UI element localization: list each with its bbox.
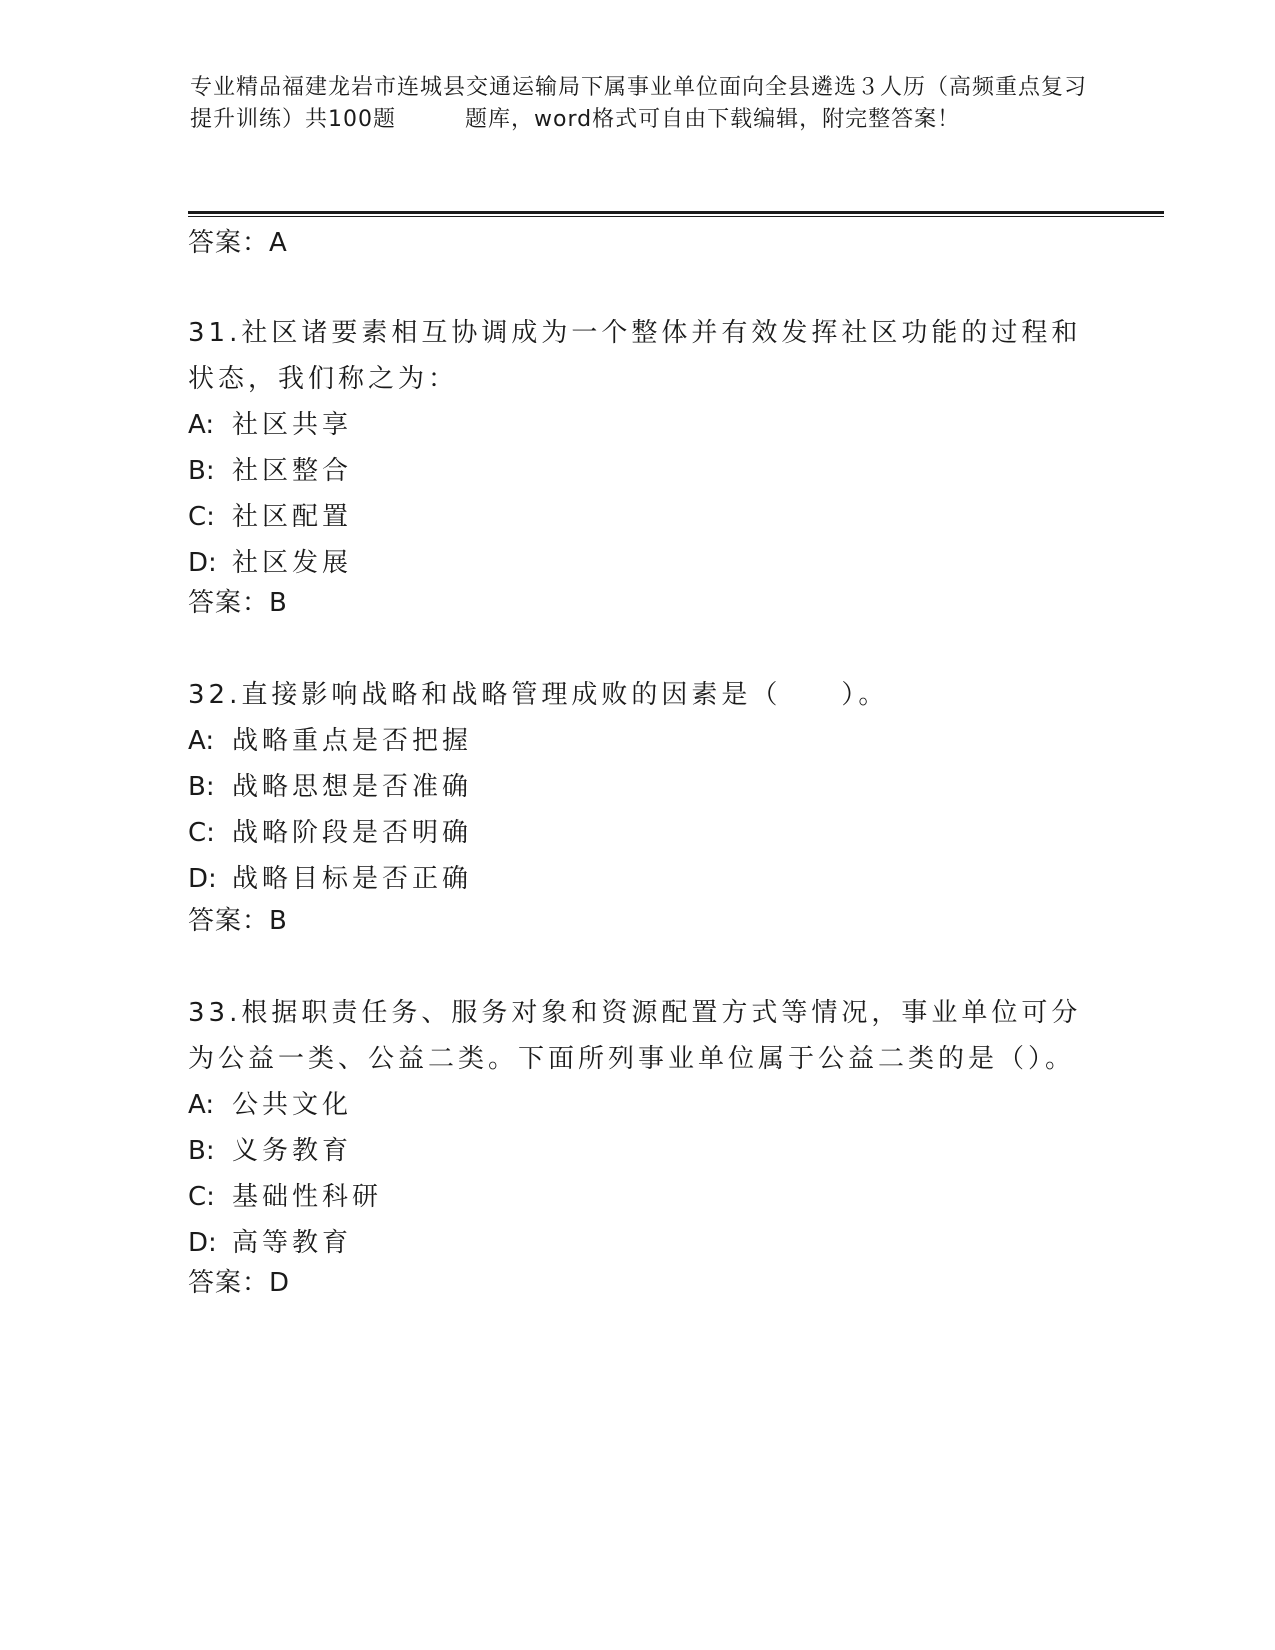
option-c	[188, 810, 1088, 856]
option-text: 社区配置	[232, 502, 353, 532]
header-divider-thin	[188, 216, 1164, 217]
header-divider	[188, 211, 1164, 214]
option-a	[188, 402, 1088, 448]
answer-previous: 答案：A	[188, 228, 288, 258]
option-text: 战略阶段是否明确	[232, 818, 473, 848]
option-text: 社区发展	[232, 548, 353, 578]
option-key: C:	[188, 1182, 215, 1212]
option-text: 社区整合	[232, 456, 353, 486]
option-text: 基础性科研	[232, 1182, 383, 1212]
option-b	[188, 1128, 1088, 1174]
question-stem: 32.直接影响战略和战略管理成败的因素是（ ）。	[188, 680, 889, 710]
option-key: A:	[188, 1090, 215, 1120]
option-a	[188, 1082, 1088, 1128]
question-stem: 31.社区诸要素相互协调成为一个整体并有效发挥社区功能的过程和状态，我们称之为：	[188, 318, 1082, 394]
option-key: B:	[188, 456, 215, 486]
option-a	[188, 718, 1088, 764]
option-text: 高等教育	[232, 1228, 353, 1258]
option-d	[188, 856, 1088, 902]
option-text: 战略重点是否把握	[232, 726, 473, 756]
answer-33: 答案：D	[188, 1268, 291, 1298]
question-32	[188, 672, 1088, 902]
option-key: D:	[188, 1228, 217, 1258]
option-d	[188, 1220, 1088, 1266]
document-header: 专业精品福建龙岩市连城县交通运输局下属事业单位面向全县遴选３人历（高频重点复习提升训练）共100题 题库，word格式可自由下载编辑，附完整答案！	[190, 75, 1088, 132]
option-key: B:	[188, 772, 215, 802]
answer-32: 答案：B	[188, 906, 288, 936]
question-33	[188, 990, 1088, 1266]
option-d	[188, 540, 1088, 586]
option-text: 公共文化	[232, 1090, 353, 1120]
option-key: D:	[188, 548, 217, 578]
option-text: 战略目标是否正确	[232, 864, 473, 894]
question-31	[188, 310, 1088, 586]
option-text: 战略思想是否准确	[232, 772, 473, 802]
option-key: C:	[188, 818, 215, 848]
option-b	[188, 448, 1088, 494]
option-text: 社区共享	[232, 410, 353, 440]
answer-31: 答案：B	[188, 588, 288, 618]
option-b	[188, 764, 1088, 810]
option-key: A:	[188, 726, 215, 756]
option-key: A:	[188, 410, 215, 440]
option-key: C:	[188, 502, 215, 532]
option-c	[188, 494, 1088, 540]
option-text: 义务教育	[232, 1136, 353, 1166]
option-key: D:	[188, 864, 217, 894]
question-stem: 33.根据职责任务、服务对象和资源配置方式等情况，事业单位可分为公益一类、公益二类。下面所列事业单位属于公益二类的是（）。	[188, 998, 1082, 1074]
option-key: B:	[188, 1136, 215, 1166]
option-c	[188, 1174, 1088, 1220]
